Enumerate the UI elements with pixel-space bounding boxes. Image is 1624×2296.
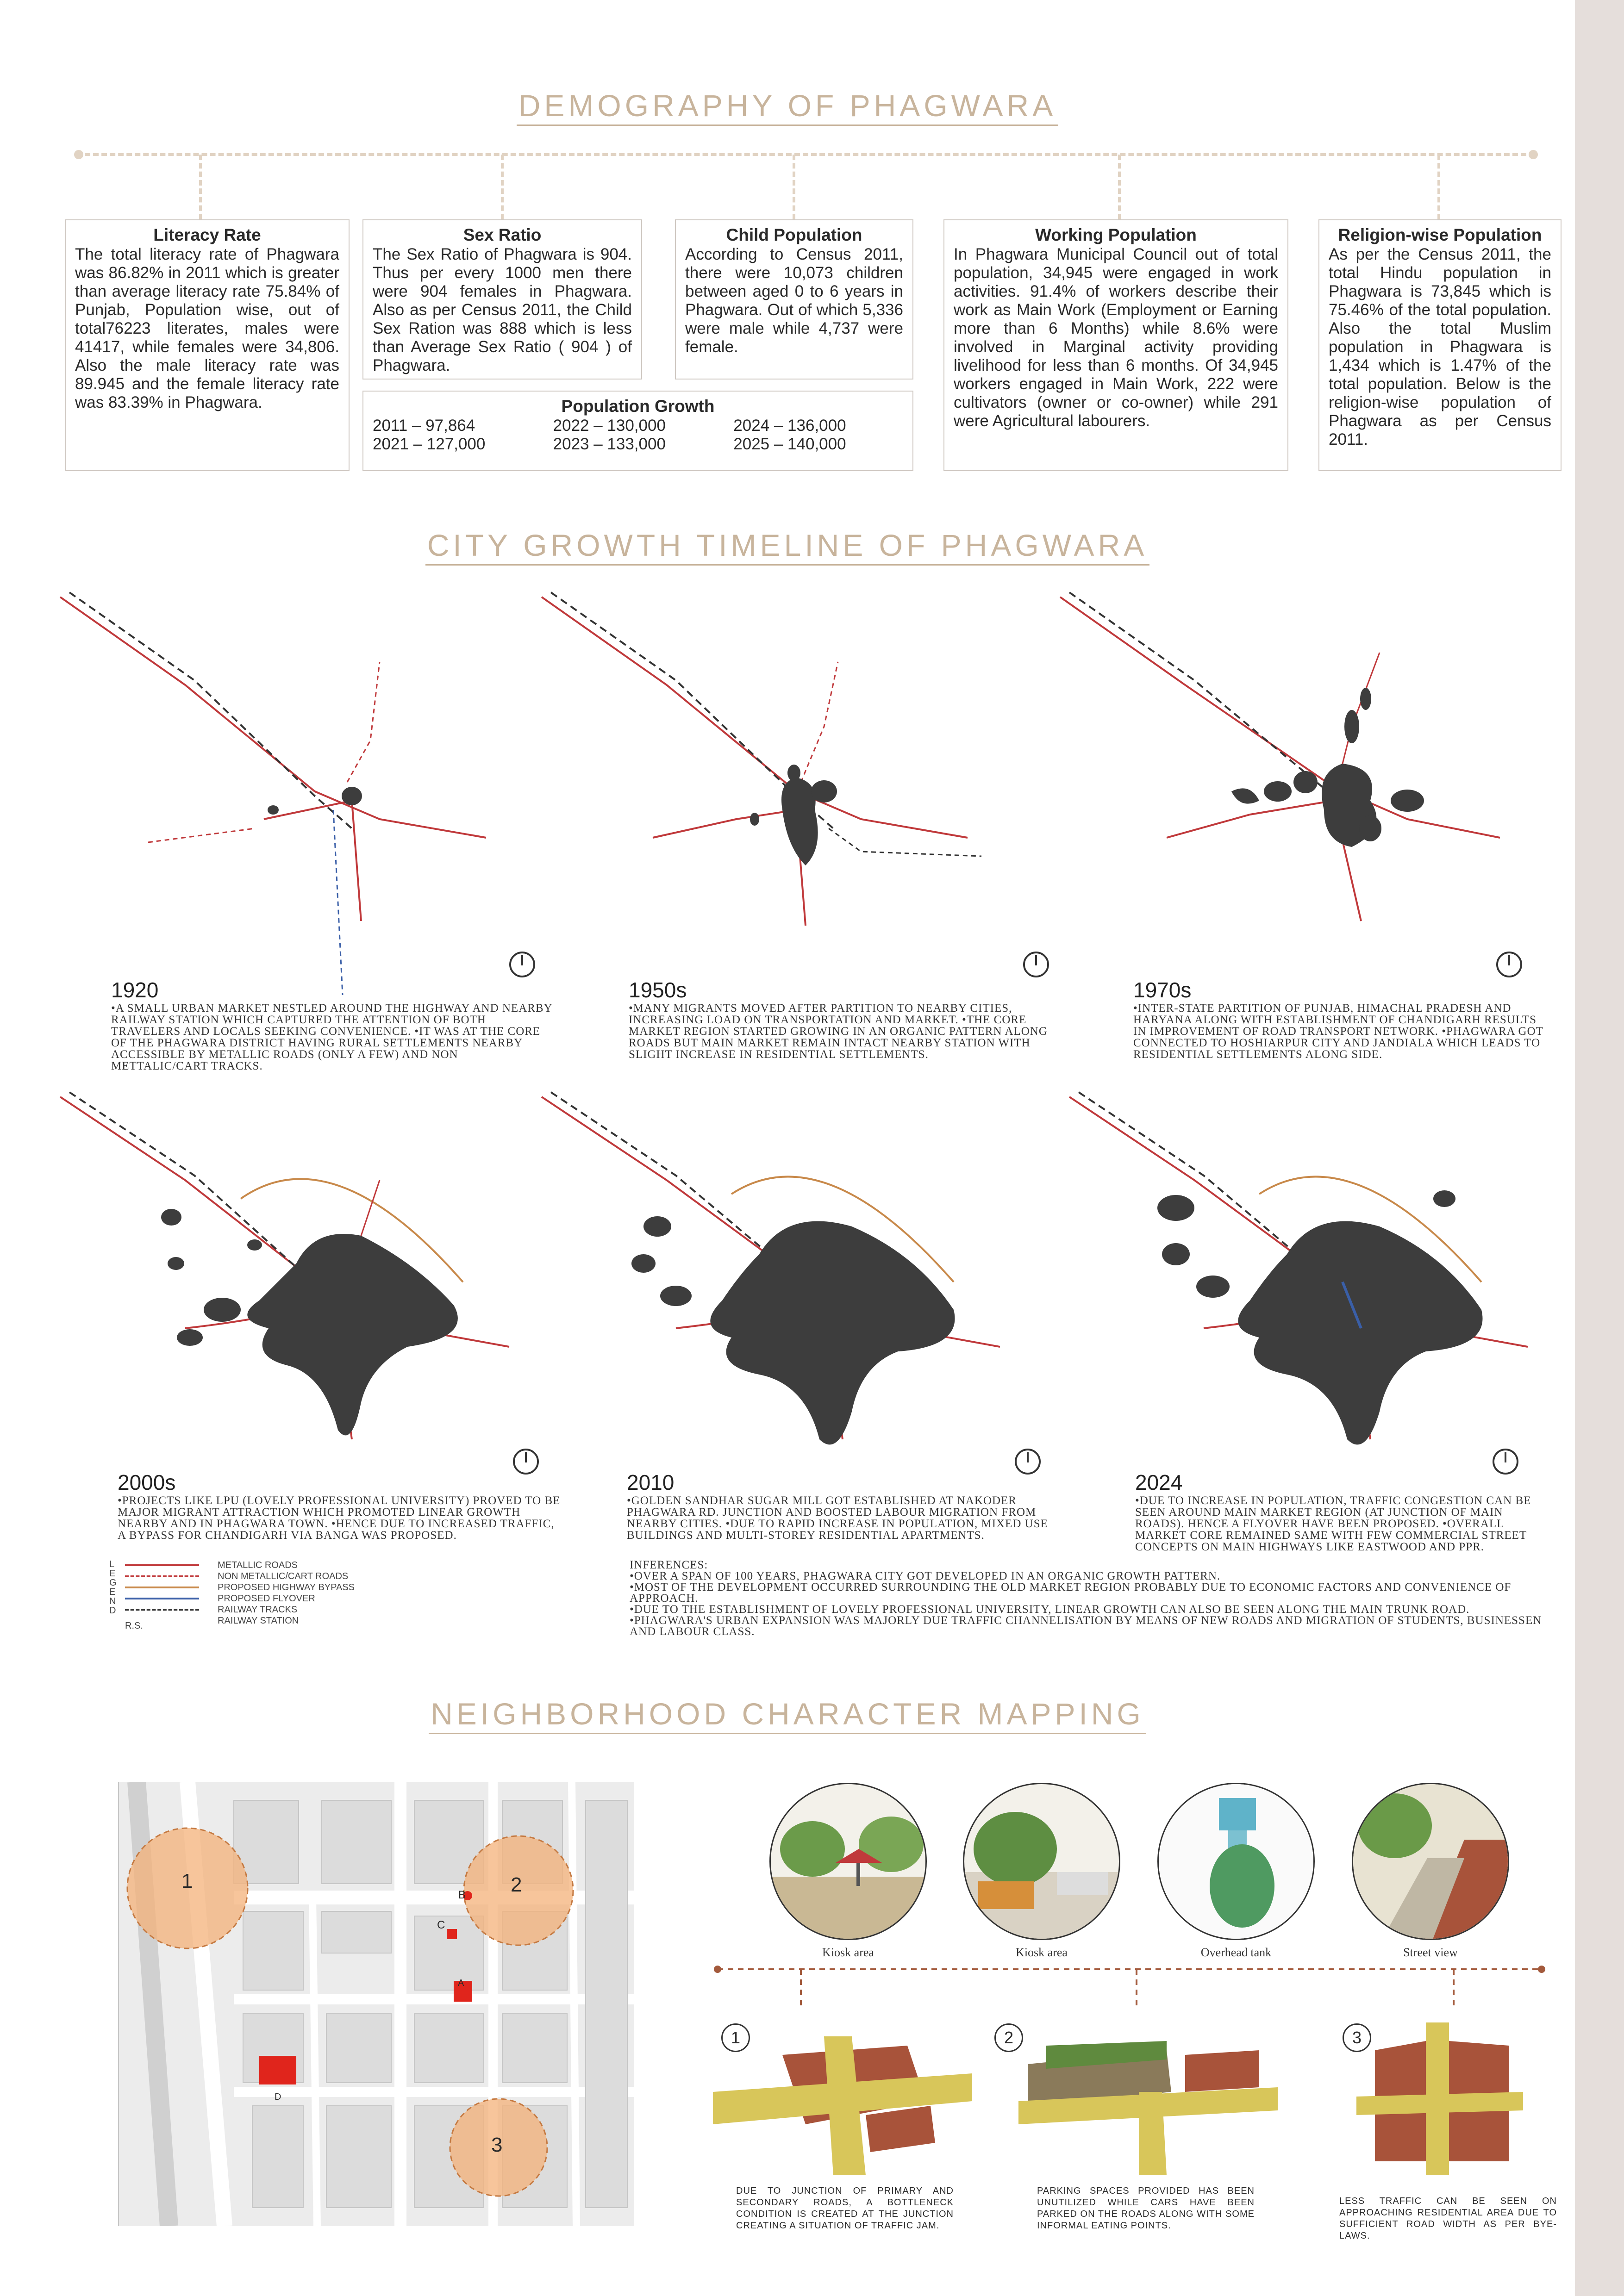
legend-item: METALLIC ROADS	[125, 1560, 355, 1571]
circle-label: Kiosk area	[1016, 1946, 1068, 1959]
timeline-description: •INTER-STATE PARTITION OF PUNJAB, HIMACHAL PRADESH AND HARYANA ALONG WITH ESTABLISHMENT OF CHANDIGARH RESULTS IN IMPROVEMENT OF ROAD TRANSPORT NETWORK. •PHAGWARA GOT CONNECTED TO HOSHIARPUR CITY AND JANDIALA WHICH LEADS TO RESIDENTIAL SETTLEMENTS ALONG SIDE.	[1133, 1002, 1543, 1061]
connector-drop	[199, 155, 202, 219]
growth-item: 2022 – 130,000	[553, 417, 666, 435]
inference-item: •MOST OF THE DEVELOPMENT OCCURRED SURROUNDING THE OLD MARKET REGION PROBABLY DUE TO ECONOMIC FACTORS AND CONVENIENCE OF APPROACH.	[630, 1581, 1512, 1605]
connector-drop	[1118, 155, 1121, 219]
connector-dot	[74, 150, 83, 159]
card-text: According to Census 2011, there were 10,073 children between aged 0 to 6 years in Phagwara. Out of which 5,336 were male while 4,737 were female.	[685, 245, 903, 356]
timeline-year: 2010	[627, 1470, 675, 1494]
legend-item: RAILWAY TRACKS	[125, 1604, 355, 1615]
sketch-description: PARKING SPACES PROVIDED HAS BEEN UNUTILIZED WHILE CARS HAVE BEEN PARKED ON THE ROADS ALONG WITH SOME INFORMAL EATING POINTS.	[1037, 2186, 1255, 2231]
timeline-description: •DUE TO INCREASE IN POPULATION, TRAFFIC CONGESTION CAN BE SEEN AROUND MAIN MARKET REGION (AT JUNCTION OF MAIN ROADS). HENCE A FLYOVER HAVE BEEN PROPOSED. •OVERALL MARKET CORE REMAINED SAME WITH FEW COMMERCIAL STREET CONCEPTS ON MAIN HIGHWAYS LIKE EASTWOOD AND PPR.	[1135, 1494, 1531, 1553]
religion-card	[1318, 219, 1562, 471]
card-title: Population Growth	[561, 397, 715, 416]
kiosk-sketch-circle	[769, 1783, 927, 1940]
legend-item: NON METALLIC/CART ROADS	[125, 1571, 355, 1582]
marker-label: B	[458, 1889, 466, 1901]
inferences	[630, 1560, 1546, 1637]
legend-title: LEGEND	[109, 1559, 117, 1616]
legend-item: PROPOSED HIGHWAY BYPASS	[125, 1582, 355, 1593]
working-population-card	[943, 219, 1288, 471]
sketch-description: LESS TRAFFIC CAN BE SEEN ON APPROACHING RESIDENTIAL AREA DUE TO SUFFICIENT ROAD WIDTH AS PER BYE-LAWS.	[1339, 2196, 1557, 2241]
card-text: As per the Census 2011, the total Hindu population in Phagwara is 73,845 which is 75.46% of the total population. Also the total Muslim population in Phagwara is 1,434 which is 1.47% of the total population. Below is the religion-wise population of Phagwara as per Census 2011.	[1329, 245, 1551, 448]
timeline-caption-1950s	[629, 977, 1073, 1060]
map-2000s	[56, 1088, 546, 1476]
sketch-number: 2	[994, 2023, 1023, 2052]
timeline-year: 1950s	[629, 978, 687, 1002]
connector-line	[76, 153, 1535, 156]
circle-label: Kiosk area	[822, 1946, 874, 1959]
timeline-year: 1970s	[1133, 978, 1192, 1002]
growth-item: 2011 – 97,864	[373, 417, 475, 435]
card-text: In Phagwara Municipal Council out of total population, 34,945 were engaged in work activities. 91.4% of workers describe their work as Main Work (Employment or Earning more than 6 Months) while 8.6% were involved in Marginal activity providing livelihood for less than 6 months. Of 34,945 workers engaged in Main Work, 222 were cultivators (owner or co-owner) while 291 were Agricultural labourers.	[954, 245, 1278, 430]
growth-item: 2021 – 127,000	[373, 435, 486, 453]
sex-ratio-card	[362, 219, 642, 380]
literacy-card	[65, 219, 350, 471]
map-1950s	[537, 588, 1028, 995]
card-title: Child Population	[726, 225, 862, 244]
connector-drop	[501, 155, 504, 219]
timeline-year: 2024	[1135, 1470, 1183, 1494]
map-2024	[1065, 1088, 1555, 1476]
junction-sketch-1	[713, 2036, 972, 2175]
connector-dot	[1529, 150, 1538, 159]
map-2010	[537, 1088, 1028, 1476]
zone-label: 3	[491, 2134, 503, 2156]
child-population-card	[675, 219, 913, 380]
neighborhood-map	[118, 1782, 634, 2226]
map-1970s	[1056, 588, 1555, 995]
north-arrow-icon	[1023, 952, 1049, 977]
timeline-description: •GOLDEN SANDHAR SUGAR MILL GOT ESTABLISHED AT NAKODER PHAGWARA RD. JUNCTION AND BOOSTED LABOUR MIGRATION FROM NEARBY CITIES. •DUE TO RAPID INCREASE IN POPULATION, MIXED USE BUILDINGS AND MULTI-STOREY RESIDENTIAL APARTMENTS.	[627, 1494, 1048, 1542]
growth-grid	[373, 417, 903, 454]
sketch-number: 1	[721, 2023, 750, 2052]
timeline-description: •A SMALL URBAN MARKET NESTLED AROUND THE HIGHWAY AND NEARBY RAILWAY STATION WHICH CAPTURED THE ATTENTION OF BOTH TRAVELERS AND LOCALS SEEKING CONVENIENCE. •IT WAS AT THE CORE OF THE PHAGWARA DISTRICT HAVING RURAL SETTLEMENTS NEARBY ACCESSIBLE BY METALLIC ROADS (ONLY A FEW) AND NON METTALIC/CART TRACKS.	[111, 1002, 552, 1072]
circle-label: Street view	[1403, 1946, 1458, 1959]
map-legend	[109, 1559, 355, 1631]
timeline-caption-2024	[1135, 1470, 1552, 1553]
timeline-caption-1970s	[1133, 977, 1550, 1060]
timeline-year: 1920	[111, 978, 159, 1002]
timeline-description: •PROJECTS LIKE LPU (LOVELY PROFESSIONAL UNIVERSITY) PROVED TO BE MAJOR MIGRANT ATTRACTION WHICH PROMOTED LINEAR GROWTH NEARBY AND IN PHAGWARA TOWN. •HENCE DUE TO INCREASED TRAFFIC, A BYPASS FOR CHANDIGARH VIA BANGA WAS PROPOSED.	[118, 1494, 561, 1542]
inferences-title: INFERENCES:	[630, 1559, 708, 1571]
growth-item: 2025 – 140,000	[733, 435, 846, 453]
timeline-caption-1920	[111, 977, 556, 1072]
inference-item: •PHAGWARA'S URBAN EXPANSION WAS MAJORLY DUE TRAFFIC CHANNELISATION BY MEANS OF NEW ROADS AND MIGRATION OF STUDENTS, BUSINESSEN AND LABOUR CLASS.	[630, 1614, 1542, 1638]
marker-label: C	[437, 1919, 445, 1931]
growth-item: 2023 – 133,000	[553, 435, 666, 453]
timeline-year: 2000s	[118, 1470, 176, 1494]
neighborhood-title: NEIGHBORHOOD CHARACTER MAPPING	[0, 1696, 1575, 1731]
marker-label: D	[275, 2092, 281, 2102]
card-title: Religion-wise Population	[1338, 225, 1542, 244]
connector-drop	[793, 155, 795, 219]
card-text: The total literacy rate of Phagwara was 86.82% in 2011 which is greater than average literacy rate 75.84% of Punjab, Population wise, out of total76223 literates, males were 41417, while females were 34,806. Also the male literacy rate was 89.945 and the female literacy rate was 83.39% in Phagwara.	[75, 245, 339, 411]
kiosk-sketch-circle	[963, 1783, 1120, 1940]
population-growth-card	[362, 391, 913, 471]
legend-item: R.S. RAILWAY STATION	[125, 1615, 299, 1631]
circle-label: Overhead tank	[1200, 1946, 1272, 1959]
timeline-caption-2010	[627, 1470, 1071, 1541]
sketch-number: 3	[1343, 2023, 1371, 2052]
zone-label: 1	[181, 1870, 193, 1892]
street-view-circle	[1352, 1783, 1509, 1940]
demography-title: DEMOGRAPHY OF PHAGWARA	[0, 88, 1575, 123]
timeline-title: CITY GROWTH TIMELINE OF PHAGWARA	[0, 528, 1575, 563]
marker-label: A	[458, 1978, 464, 1988]
zone-label: 2	[511, 1873, 522, 1896]
junction-sketch-3	[1356, 2022, 1523, 2175]
timeline-description: •MANY MIGRANTS MOVED AFTER PARTITION TO NEARBY CITIES, INCREASING LOAD ON TRANSPORTATION AND MARKET. •THE CORE MARKET REGION STARTED GROWING IN AN ORGANIC PATTERN ALONG ROADS BUT MAIN MARKET REMAIN INTACT NEARBY STATION WITH SLIGHT INCREASE IN RESIDENTIAL SETTLEMENTS.	[629, 1002, 1048, 1061]
map-1920	[56, 588, 546, 995]
sketch-connector	[713, 1962, 1546, 2018]
card-title: Working Population	[1035, 225, 1197, 244]
inference-item: •OVER A SPAN OF 100 YEARS, PHAGWARA CITY GOT DEVELOPED IN AN ORGANIC GROWTH PATTERN.	[630, 1570, 1221, 1582]
page-edge-strip	[1575, 0, 1624, 2296]
overhead-tank-circle	[1157, 1783, 1315, 1940]
north-arrow-icon	[509, 952, 535, 977]
card-title: Literacy Rate	[153, 225, 261, 244]
junction-sketch-2	[1018, 2036, 1278, 2175]
timeline-caption-2000s	[118, 1470, 562, 1541]
connector-drop	[1437, 155, 1440, 219]
inference-item: •DUE TO THE ESTABLISHMENT OF LOVELY PROFESSIONAL UNIVERSITY, LINEAR GROWTH CAN ALSO BE SEEN ALONG THE MAIN TRUNK ROAD.	[630, 1603, 1470, 1616]
card-title: Sex Ratio	[463, 225, 542, 244]
growth-item: 2024 – 136,000	[733, 417, 846, 435]
sketch-description: DUE TO JUNCTION OF PRIMARY AND SECONDARY ROADS, A BOTTLENECK CONDITION IS CREATED AT THE JUNCTION CREATING A SITUATION OF TRAFFIC JAM.	[736, 2186, 954, 2231]
legend-item: PROPOSED FLYOVER	[125, 1593, 355, 1604]
card-text: The Sex Ratio of Phagwara is 904. Thus per every 1000 men there were 904 females in Phagwara. Also as per Census 2011, the Child Sex Ration was 888 which is less than Average Sex Ratio ( 904 ) of Phagwara.	[373, 245, 632, 374]
north-arrow-icon	[1496, 952, 1522, 977]
